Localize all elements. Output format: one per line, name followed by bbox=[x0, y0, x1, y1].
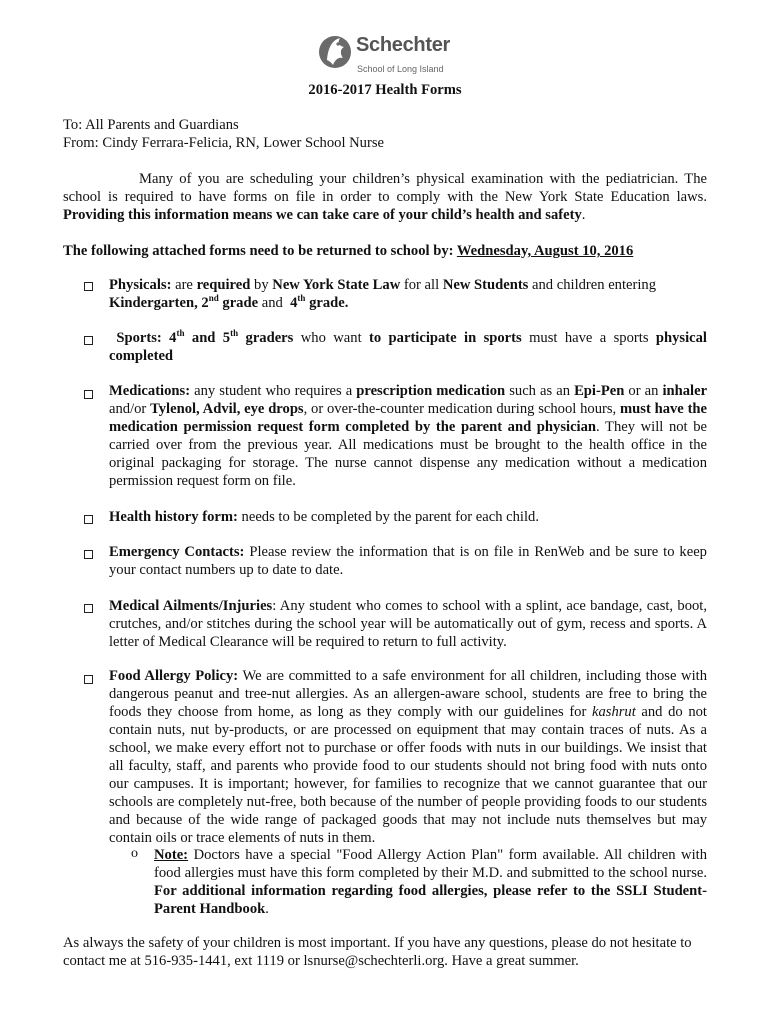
closing-paragraph: As always the safety of your children is most important. If you have any questions, please do not hesitate to contact me at 516-935-1441, ext 1119 or lsnurse@schechterli.org. Have a great summer. bbox=[63, 935, 692, 969]
logo-subtitle: School of Long Island bbox=[357, 64, 444, 74]
item-note: Note: Doctors have a special "Food Allergy Action Plan" form available. All children with food allergies must have this form completed by their M.D. and submitted to the school nurse. For additional information regarding food allergies, please refer to the SSLI Student-Parent Handbook. bbox=[154, 847, 707, 917]
deadline-date: Wednesday, August 10, 2016 bbox=[456, 243, 634, 259]
checkbox-bullet bbox=[84, 675, 93, 684]
lion-emblem-icon bbox=[318, 30, 352, 74]
checkbox-bullet bbox=[84, 390, 93, 399]
school-logo bbox=[318, 30, 468, 76]
recipient-line: To: All Parents and Guardians bbox=[63, 117, 239, 133]
item-emergency-contacts: Emergency Contacts: Please review the information that is on file in RenWeb and be sure to keep your contact numbers up to date to date. bbox=[109, 544, 707, 578]
circle-bullet: o bbox=[131, 846, 138, 861]
checkbox-bullet bbox=[84, 604, 93, 613]
item-sports: Sports: 4th and 5th graders who want to participate in sports must have a sports physical completed bbox=[109, 328, 707, 364]
checkbox-bullet bbox=[84, 515, 93, 524]
item-medical-ailments: Medical Ailments/Injuries: Any student who comes to school with a splint, ace bandage, cast, boot, crutches, and/or stitches during the school year will be automatically out of gym, recess and sports. A letter of Medical Clearance will be required to return to full activity. bbox=[109, 598, 707, 650]
intro-paragraph: Many of you are scheduling your children’s physical examination with the pediatrician. The school is required to have forms on file in order to comply with the New York State Education laws. Providing this information means we can take care of your child’s health and safety. bbox=[63, 171, 707, 223]
sender-line: From: Cindy Ferrara-Felicia, RN, Lower School Nurse bbox=[63, 135, 384, 151]
checkbox-bullet bbox=[84, 336, 93, 345]
item-food-allergy: Food Allergy Policy: We are committed to a safe environment for all children, including those with dangerous peanut and tree-nut allergies. As an allergen-aware school, students are free to bring the foods they choose from home, as long as they comply with our guidelines for kashrut and do not contain nuts, nut by-products, or are processed on equipment that may contain traces of nuts. As a school, we make every effort not to purchase or offer foods with nuts in our buildings. We insist that all faculty, staff, and parents who provide food to our students should not bring food with nuts onto our campuses. It is important; however, for families to recognize that we cannot guarantee that our schools are completely nut-free, both because of the number of people providing foods to our students and because of the wide range of packaged goods that may not include nuts themselves but may contain oils or trace elements of nuts in them. bbox=[109, 668, 707, 846]
item-medications: Medications: any student who requires a prescription medication such as an Epi-Pen or an inhaler and/or Tylenol, Advil, eye drops, or over-the-counter medication during school hours, must have the medication permission request form completed by the parent and physician. They will not be carried over from the previous year. All medications must be brought to the health office in the original packaging for storage. The nurse cannot dispense any medication without a medication permission request form on file. bbox=[109, 383, 708, 489]
page-title: 2016-2017 Health Forms bbox=[308, 82, 462, 98]
logo-name: Schechter bbox=[356, 34, 451, 56]
intro-bold: Providing this information means we can take care of your child’s health and safety bbox=[63, 207, 582, 223]
item-health-history: Health history form: needs to be completed by the parent for each child. bbox=[109, 509, 539, 525]
deadline-line: The following attached forms need to be returned to school by: Wednesday, August 10, 2016 bbox=[63, 243, 634, 259]
checkbox-bullet bbox=[84, 550, 93, 559]
item-physicals: Physicals: are required by New York State Law for all New Students and children entering Kindergarten, 2nd grade and 4th grade. bbox=[109, 277, 657, 311]
checkbox-bullet bbox=[84, 282, 93, 291]
